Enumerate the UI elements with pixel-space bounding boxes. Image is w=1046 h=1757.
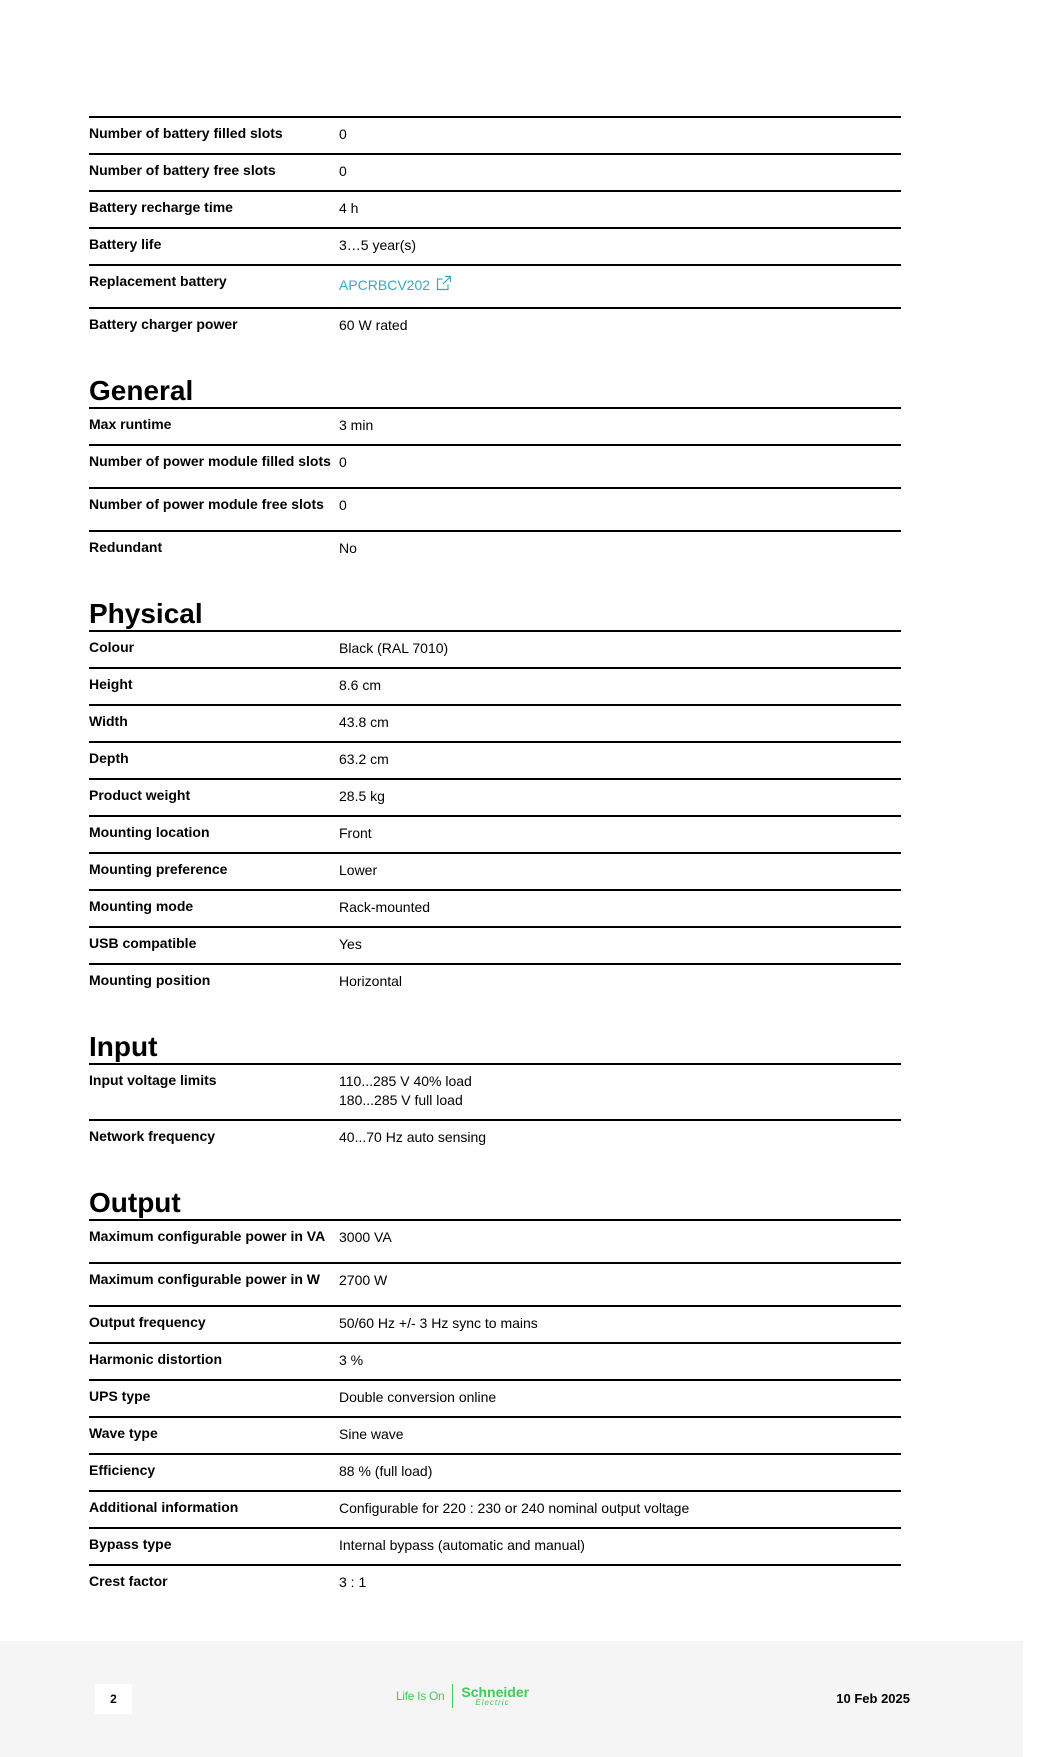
spec-value: 110...285 V 40% load [339,1073,472,1089]
spec-value: Front [339,825,372,841]
spec-value: 4 h [339,200,359,216]
spec-row [89,926,901,963]
spec-label: Efficiency [89,1462,156,1478]
page-number: 2 [95,1684,132,1714]
spec-row [89,704,901,741]
section-title-output: Output [89,1187,181,1218]
spec-value: 88 % (full load) [339,1463,433,1479]
spec-value: 60 W rated [339,317,408,333]
spec-label: Mounting mode [89,898,194,914]
spec-row [89,630,901,667]
spec-label: Mounting position [89,972,211,988]
spec-label: Max runtime [89,416,172,432]
spec-content [89,116,901,1601]
spec-row [89,1262,901,1305]
spec-label: Number of power module filled slots [89,453,331,469]
spec-label: Colour [89,639,135,655]
spec-row [89,1564,901,1601]
spec-label: Mounting location [89,824,210,840]
spec-label: Network frequency [89,1128,216,1144]
spec-row [89,889,901,926]
spec-label: Crest factor [89,1573,168,1589]
spec-label: USB compatible [89,935,197,951]
spec-label: Battery charger power [89,316,238,332]
spec-row [89,1453,901,1490]
spec-row [89,307,901,344]
spec-row [89,1342,901,1379]
spec-label: Additional information [89,1499,239,1515]
spec-value: 8.6 cm [339,677,382,693]
footer-date: 10 Feb 2025 [836,1691,910,1706]
spec-row [89,407,901,444]
spec-label: Product weight [89,787,191,803]
spec-row [89,190,901,227]
logo-tagline: Life Is On [396,1689,445,1703]
spec-label: Mounting preference [89,861,228,877]
spec-label: Maximum configurable power in VA [89,1228,326,1244]
spec-value-line-2: 180...285 V full load [339,1092,463,1108]
spec-value: 2700 W [339,1272,388,1288]
spec-row [89,1119,901,1156]
spec-value: Yes [339,936,362,952]
spec-label: Width [89,713,128,729]
logo-divider [452,1684,453,1708]
spec-value: Rack-mounted [339,899,431,915]
spec-row [89,530,901,567]
spec-row [89,116,901,153]
spec-row [89,444,901,487]
spec-label: Battery life [89,236,162,252]
spec-row [89,778,901,815]
spec-row [89,153,901,190]
spec-value: Lower [339,862,378,878]
spec-label: Depth [89,750,129,766]
spec-value: Black (RAL 7010) [339,640,449,656]
spec-label: Harmonic distortion [89,1351,223,1367]
spec-row [89,1219,901,1262]
replacement-battery-link[interactable]: APCRBCV202 [339,277,431,293]
spec-row [89,1305,901,1342]
spec-row [89,963,901,1000]
spec-value: 63.2 cm [339,751,389,767]
spec-value: 3 min [339,417,374,433]
spec-value: 0 [339,497,347,513]
spec-row [89,227,901,264]
spec-row [89,667,901,704]
spec-row [89,1527,901,1564]
spec-label: Maximum configurable power in W [89,1271,321,1287]
section-title-general: General [89,375,194,406]
spec-row [89,1490,901,1527]
spec-label: Redundant [89,539,163,555]
spec-label: Wave type [89,1425,158,1441]
spec-label: Input voltage limits [89,1072,217,1088]
section-title-physical: Physical [89,598,203,629]
spec-value: 28.5 kg [339,788,385,804]
spec-value: Double conversion online [339,1389,497,1405]
spec-label: Battery recharge time [89,199,233,215]
spec-row [89,815,901,852]
spec-label: Height [89,676,133,692]
section-title-input: Input [89,1031,158,1062]
page-footer [0,1641,1023,1757]
schneider-logo [396,1683,529,1709]
spec-label: Number of battery filled slots [89,125,283,141]
spec-label: Number of battery free slots [89,162,276,178]
spec-label: Number of power module free slots [89,496,324,512]
spec-row [89,487,901,530]
spec-row [89,1416,901,1453]
spec-value: 3 % [339,1352,364,1368]
spec-row [89,264,901,307]
spec-label: UPS type [89,1388,151,1404]
spec-row [89,741,901,778]
spec-value: No [339,540,357,556]
logo-brand: Schneider [461,1684,530,1700]
spec-label: Output frequency [89,1314,206,1330]
spec-value: 50/60 Hz +/- 3 Hz sync to mains [339,1315,538,1331]
spec-value: Horizontal [339,973,403,989]
spec-value: Internal bypass (automatic and manual) [339,1537,585,1553]
spec-row [89,852,901,889]
spec-value: 43.8 cm [339,714,389,730]
spec-value: 3…5 year(s) [339,237,417,253]
spec-value: 40...70 Hz auto sensing [339,1129,487,1145]
spec-row [89,1063,901,1119]
spec-value: 3 : 1 [339,1574,367,1590]
spec-value: Sine wave [339,1426,404,1442]
spec-value: 0 [339,126,347,142]
spec-label: Bypass type [89,1536,172,1552]
spec-value: Configurable for 220 : 230 or 240 nominal output voltage [339,1500,690,1516]
spec-value: 0 [339,163,347,179]
spec-value: 3000 VA [339,1229,392,1245]
logo-brand-sub: Electric [475,1698,510,1707]
external-link-icon[interactable] [436,275,452,291]
spec-value: 0 [339,454,347,470]
spec-label: Replacement battery [89,273,227,289]
spec-row [89,1379,901,1416]
